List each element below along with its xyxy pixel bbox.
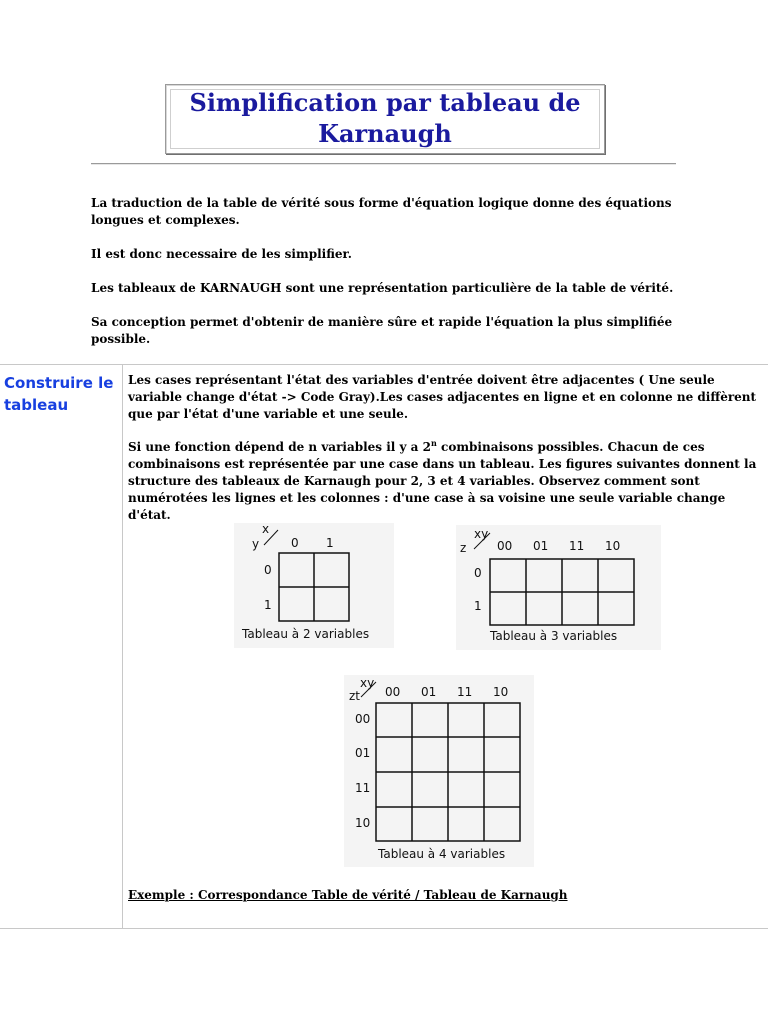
karnaugh-figure-4-vars (344, 675, 534, 867)
karnaugh-4-svg (344, 675, 534, 867)
page-title-line2: Karnaugh (318, 119, 452, 148)
header-divider (91, 163, 676, 165)
section-paragraph-2-before: Si une fonction dépend de n variables il y a 2 (128, 440, 431, 454)
section-label (4, 372, 120, 416)
intro-paragraph-2: Il est donc necessaire de les simplifier. (91, 247, 352, 261)
section-paragraph-2-after: combinaisons possibles. Chacun de ces combinaisons est représentée par une case dans un tableau. Les figures suivantes donnent la structure des tableaux de Karnaugh pour 2, 3 et 4 variables. Observez comment sont numérotées les lignes et les colonnes : d'une case à sa voisine une seule variable change d'état. (128, 440, 757, 522)
intro-paragraph-1: La traduction de la table de vérité sous forme d'équation logique donne des équations longues et complexes. (91, 196, 672, 227)
page-title (166, 87, 604, 149)
karnaugh-figure-3-vars (456, 525, 661, 650)
k4-grid (376, 703, 520, 841)
section-paragraph-1: Les cases représentant l'état des variables d'entrée doivent être adjacentes ( Une seule variable change d'état -> Code Gray).Les cases adjacentes en ligne et en colonne ne diffèrent que par l'état d'une variable et une seule. (128, 373, 757, 421)
section-label-line1: Construire le (4, 374, 114, 392)
section-top-border (0, 364, 768, 365)
title-box (165, 84, 605, 154)
k4-row-label-2: 11 (355, 781, 371, 795)
k4-col-var: xy (360, 676, 375, 690)
intro-paragraph-3: Les tableaux de KARNAUGH sont une représentation particulière de la table de vérité. (91, 281, 674, 295)
k4-row-label-3: 10 (355, 816, 371, 830)
k3-col-label-3: 10 (605, 539, 621, 553)
example-heading: Exemple : Correspondance Table de vérité / Tableau de Karnaugh (128, 888, 568, 902)
section-column-divider (122, 364, 123, 928)
k4-col-label-3: 10 (493, 685, 509, 699)
k4-row-label-0: 00 (355, 712, 371, 726)
k2-col-label-0: 0 (291, 536, 299, 550)
k4-caption: Tableau à 4 variables (378, 847, 506, 861)
k3-row-label-0: 0 (474, 566, 482, 580)
k2-caption: Tableau à 2 variables (242, 627, 370, 641)
k2-col-label-1: 1 (326, 536, 334, 550)
k4-col-label-2: 11 (457, 685, 473, 699)
section-paragraph-2 (128, 439, 758, 524)
k3-col-label-1: 01 (533, 539, 549, 553)
k2-row-var: y (252, 537, 260, 551)
section-bottom-border (0, 928, 768, 929)
k3-col-label-0: 00 (497, 539, 513, 553)
karnaugh-figure-2-vars (234, 523, 394, 648)
intro-paragraph-4: Sa conception permet d'obtenir de manière sûre et rapide l'équation la plus simplifiée possible. (91, 315, 673, 346)
k2-col-var: x (262, 523, 270, 536)
k3-row-var: z (460, 541, 467, 555)
k2-row-label-1: 1 (264, 598, 272, 612)
k3-caption: Tableau à 3 variables (490, 629, 618, 643)
k3-col-label-2: 11 (569, 539, 585, 553)
section-paragraph-2-exponent: n (431, 438, 437, 448)
page-title-line1: Simplification par tableau de (189, 88, 581, 117)
k3-col-var: xy (474, 527, 489, 541)
k4-col-label-1: 01 (421, 685, 437, 699)
k2-grid (279, 553, 349, 621)
k4-row-var: zt (349, 689, 361, 703)
k3-grid (490, 559, 634, 625)
k2-row-label-0: 0 (264, 563, 272, 577)
karnaugh-2-svg (234, 523, 394, 648)
section-label-line2: tableau (4, 396, 69, 414)
karnaugh-3-svg (456, 525, 661, 650)
k3-row-label-1: 1 (474, 599, 482, 613)
k4-col-label-0: 00 (385, 685, 401, 699)
k4-row-label-1: 01 (355, 746, 371, 760)
